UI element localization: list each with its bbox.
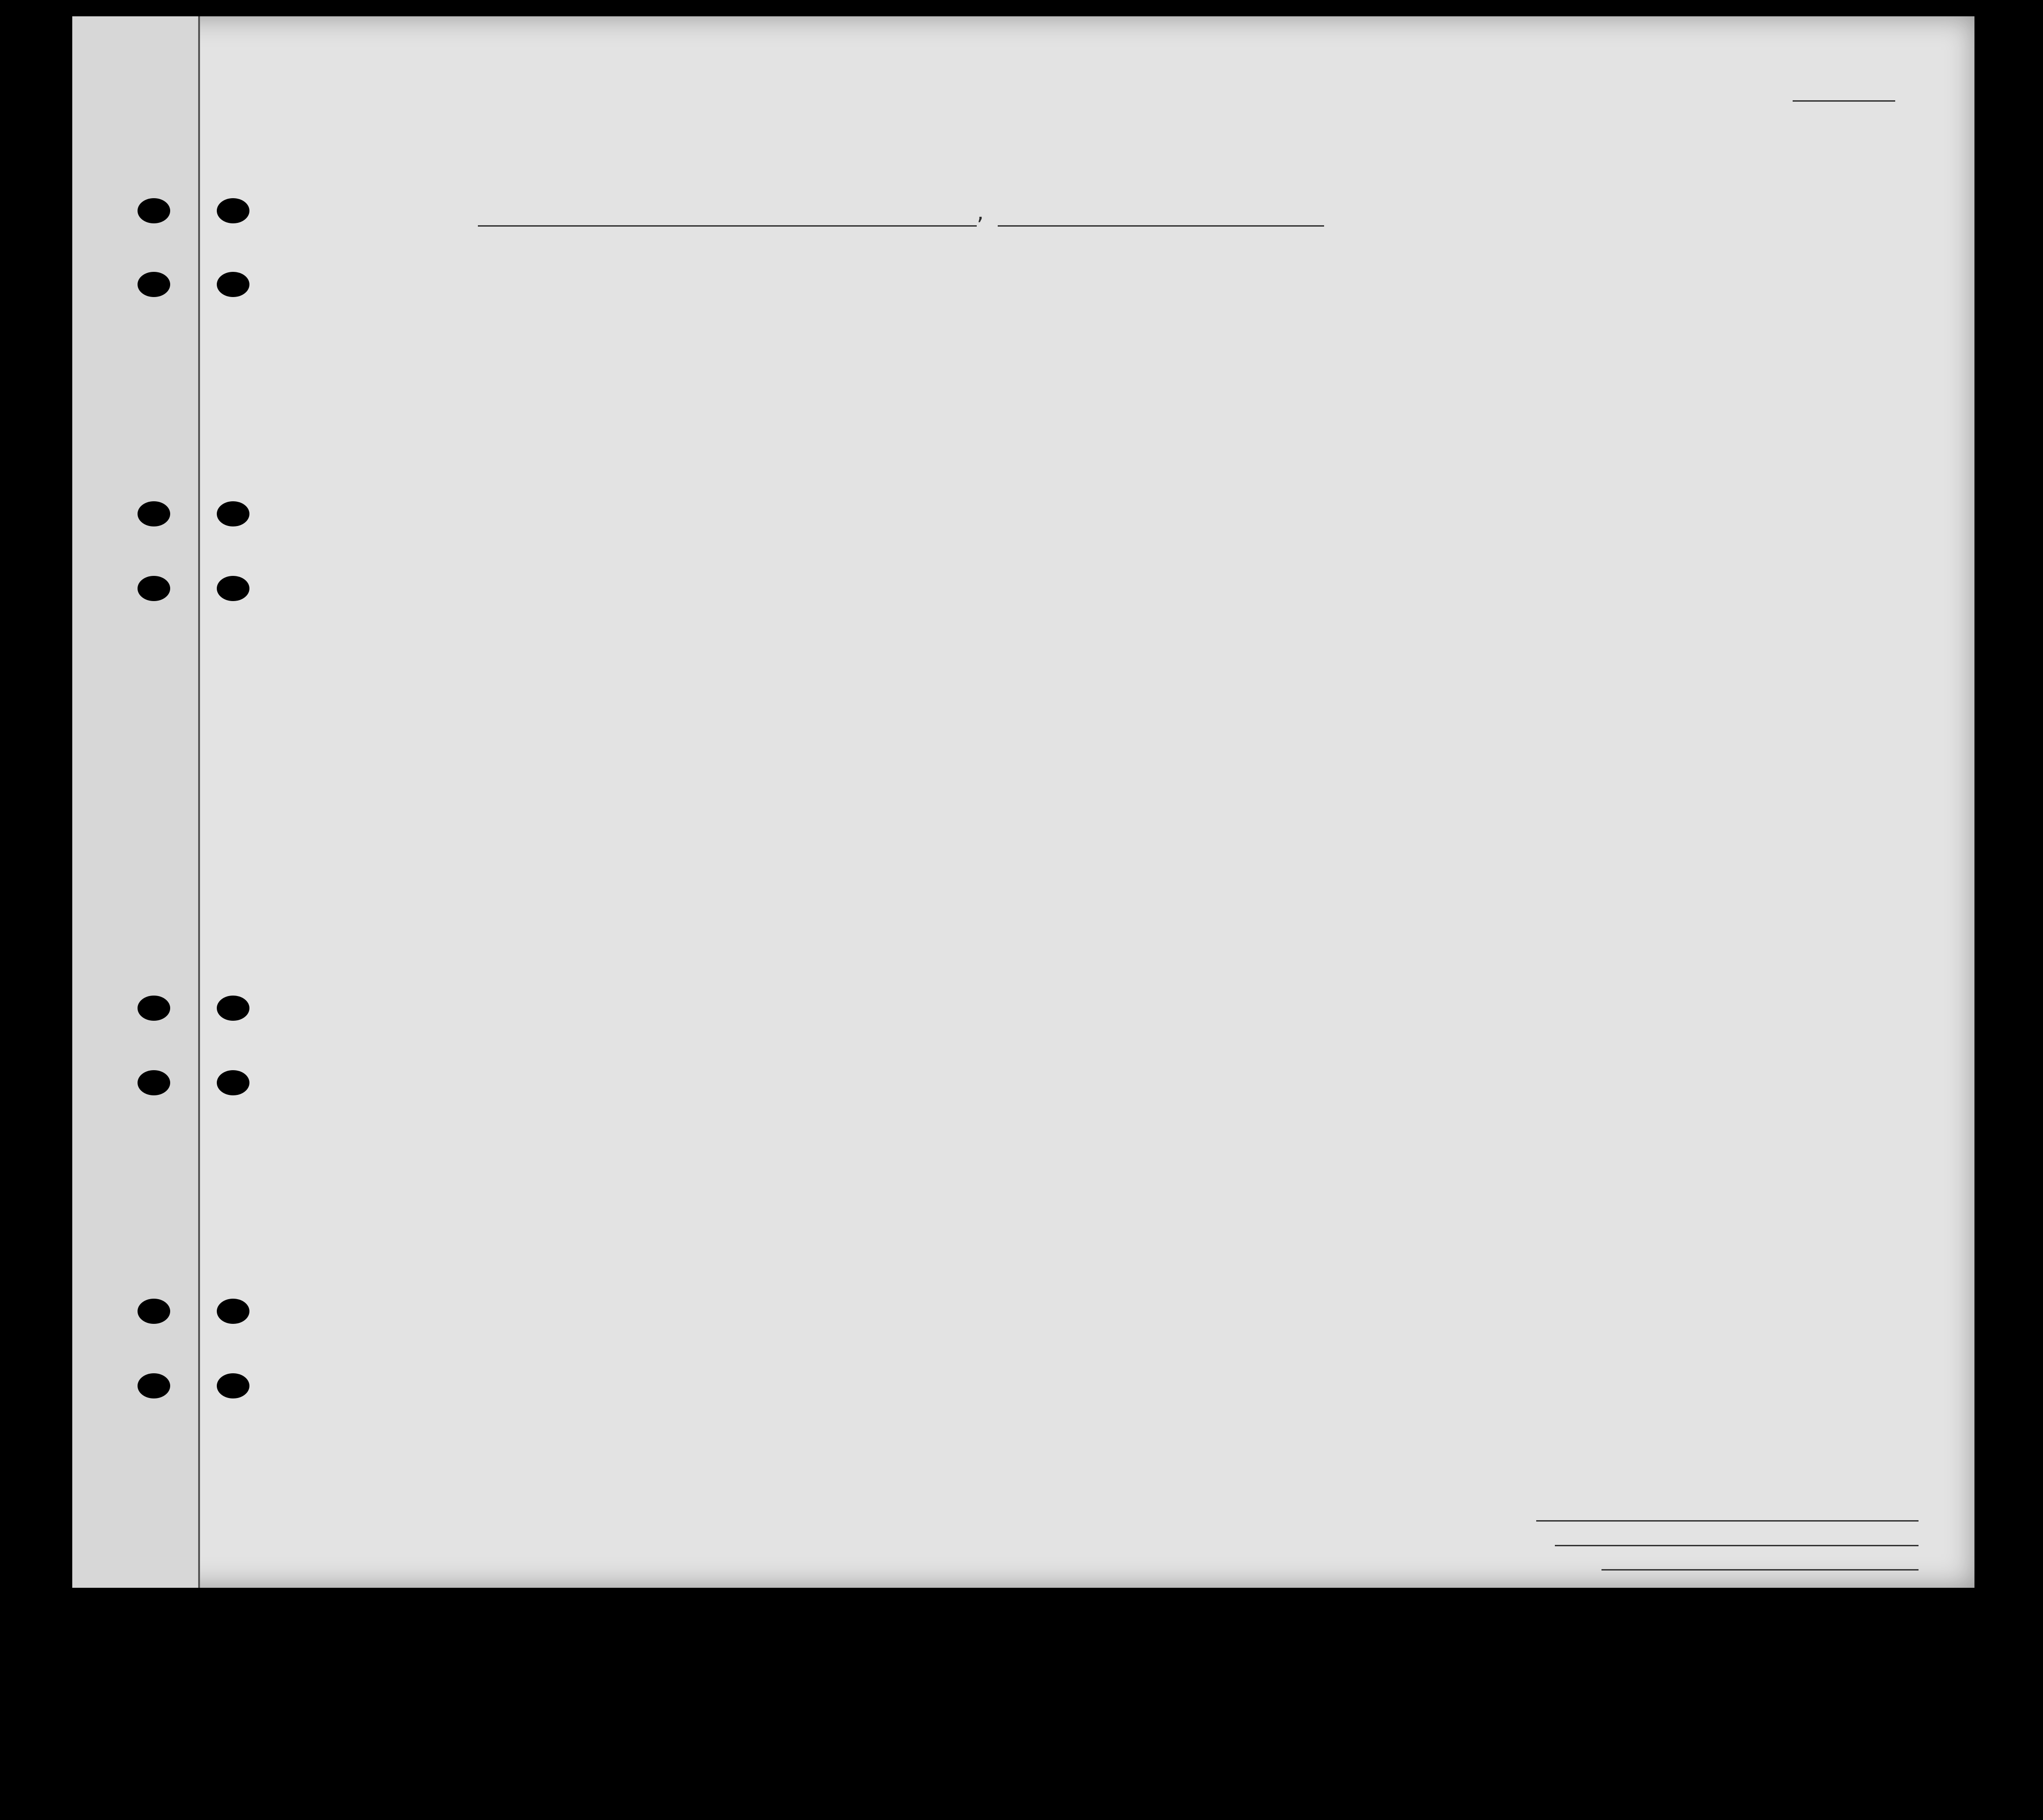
header-c28 <box>1450 277 1499 389</box>
punch-hole <box>217 996 249 1021</box>
header-c30 <box>1531 277 1548 389</box>
header-c34-feet <box>1696 343 1714 389</box>
punch-hole <box>217 272 249 297</box>
header-c29 <box>1501 277 1529 389</box>
header-c26 <box>1406 277 1420 389</box>
punch-hole <box>217 576 249 601</box>
header-c21 <box>818 282 839 389</box>
punch-hole <box>217 1299 249 1324</box>
header-c24a <box>1259 298 1287 389</box>
punch-hole <box>217 1070 249 1095</box>
footer-agents-underline <box>1601 1569 1919 1571</box>
header-c34-inches <box>1721 343 1740 389</box>
punch-hole <box>138 1373 170 1398</box>
table-grid <box>72 16 1974 1588</box>
header-c27 <box>1434 277 1448 389</box>
punch-hole <box>217 198 249 223</box>
punch-hole <box>138 576 170 601</box>
header-c31 <box>1553 277 1570 389</box>
punch-hole <box>217 501 249 526</box>
manifest-sheet <box>72 16 1974 1588</box>
punch-hole <box>217 1373 249 1398</box>
header-c25 <box>1373 277 1401 389</box>
punch-hole <box>138 996 170 1021</box>
footer-line-underline <box>1536 1520 1919 1522</box>
header-c24b <box>1289 298 1317 389</box>
header-c19 <box>692 282 713 389</box>
punch-hole <box>138 1299 170 1324</box>
footer-owners-underline <box>1555 1545 1919 1546</box>
header-c24c <box>1331 298 1359 389</box>
punch-hole <box>138 198 170 223</box>
punch-hole <box>138 501 170 526</box>
punch-hole <box>138 272 170 297</box>
punch-hole <box>138 1070 170 1095</box>
comma-mark: , <box>977 199 984 225</box>
